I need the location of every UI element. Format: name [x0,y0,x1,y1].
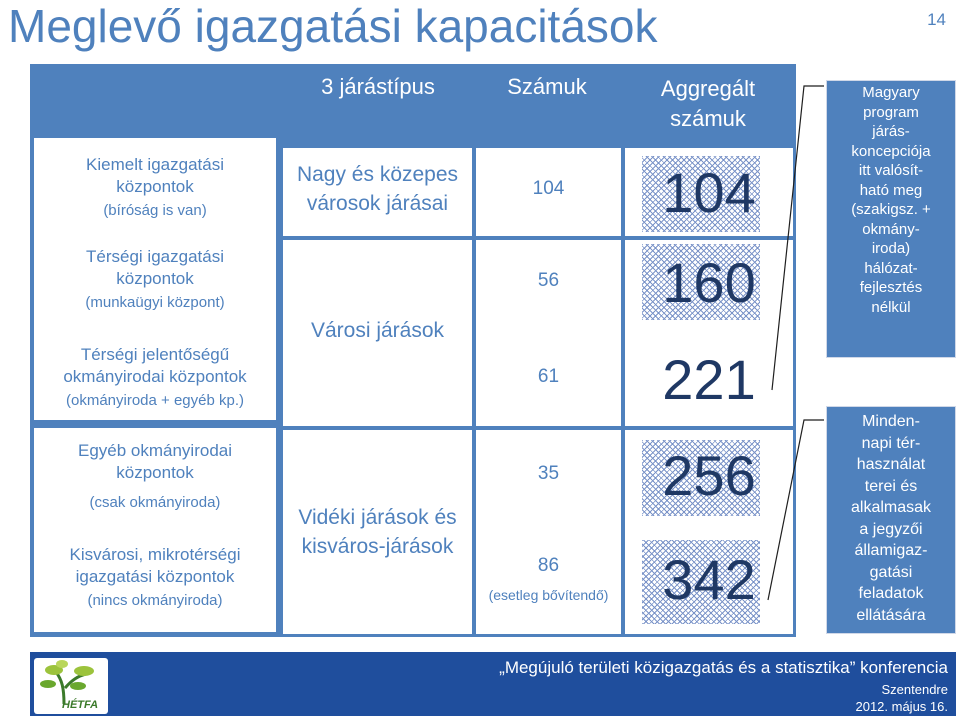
right-box-1-line-9: iroda) [871,240,911,257]
right-box-2-line-6: a jegyzői [859,520,923,538]
aggregate-3: 221 [662,348,756,411]
count-3: 61 [537,366,560,387]
aggregate-1: 104 [662,161,756,224]
page-title: Meglevő igazgatási kapacitások [8,0,658,52]
right-box-2-line-3: használat [856,456,926,473]
aggregate-4: 256 [662,444,756,507]
footer-conference: „Megújuló területi közigazgatás és a statisztika” konferencia [499,658,948,677]
count-4: 35 [537,463,560,484]
left-item-5 [34,544,276,612]
right-box-2-line-7: államigaz- [854,542,928,559]
right-box-1-line-2: program [863,103,919,121]
left-item-1-main: Kiemelt igazgatási központok [86,155,224,196]
right-box-2-line-8: gatási [869,563,913,581]
right-box-2-line-5: alkalmasak [850,499,932,516]
left-item-5-main: Kisvárosi, mikrotérségi igazgatási központok [69,545,241,586]
type-label-1: Nagy és közepes városok járásai [296,163,459,215]
right-box-1-line-6: ható meg [859,181,923,199]
left-item-1-sub: (bíróság is van) [103,202,207,219]
left-item-2-sub: (munkaügyi központ) [85,294,225,311]
right-box-2-line-2: napi tér- [861,434,921,452]
right-box-1 [826,80,956,358]
count-cell-3 [476,430,621,634]
right-box-1-line-8: okmány- [862,220,920,238]
right-box-1-line-1: Magyary [862,84,920,101]
count-2: 56 [537,270,560,291]
right-box-1-line-11: fejlesztés [859,279,923,296]
right-box-2 [826,406,956,634]
aggregate-5: 342 [662,548,756,611]
type-label-2: Városi járások [310,319,445,342]
aggregate-2: 160 [662,251,756,314]
bracket-lines [760,80,830,650]
left-item-4-sub: (csak okmányiroda) [89,494,221,511]
right-box-2-line-4: terei és [864,477,918,495]
left-item-3 [34,344,276,412]
bracket-top [772,86,824,390]
left-item-1 [34,154,276,222]
type-label-3: Vidéki járások és kisváros-járások [298,506,457,558]
right-box-1-line-3: járás- [872,123,910,140]
bracket-bottom [768,420,824,600]
col3-header-line2: számuk [670,106,746,131]
right-box-2-line-9: feladatok [858,585,924,602]
col2-header: Számuk [507,74,587,99]
count-note: (esetleg bővítendő) [488,587,609,603]
left-item-3-main: Térségi jelentőségű okmányirodai központok [63,345,247,386]
col1-header: 3 járástípus [321,74,435,99]
logo-text: HÉTFA [62,699,99,711]
left-item-3-sub: (okmányiroda + egyéb kp.) [65,392,244,409]
hetfa-logo [34,658,108,714]
left-item-4-main: Egyéb okmányirodai központok [77,441,233,482]
left-item-2 [34,246,276,314]
left-item-4 [34,440,276,514]
count-cell-2 [476,240,621,426]
page-number: 14 [927,10,946,29]
right-box-1-line-12: nélkül [871,298,911,316]
right-box-1-line-10: hálózat- [864,259,918,277]
count-1: 104 [532,178,565,199]
footer-place: Szentendre [881,682,948,697]
right-box-1-line-4: koncepciója [851,142,931,160]
right-box-1-line-7: (szakigsz. + [851,201,931,218]
right-box-2-line-1: Minden- [862,413,920,430]
count-5: 86 [537,555,560,576]
col3-header-line1: Aggregált [660,76,756,101]
right-box-1-line-5: itt valósít- [858,162,924,179]
left-item-2-main: Térségi igazgatási központok [86,247,224,288]
footer-date: 2012. május 16. [855,699,948,714]
left-item-5-sub: (nincs okmányiroda) [87,592,223,609]
right-box-2-line-10: ellátására [856,606,926,624]
